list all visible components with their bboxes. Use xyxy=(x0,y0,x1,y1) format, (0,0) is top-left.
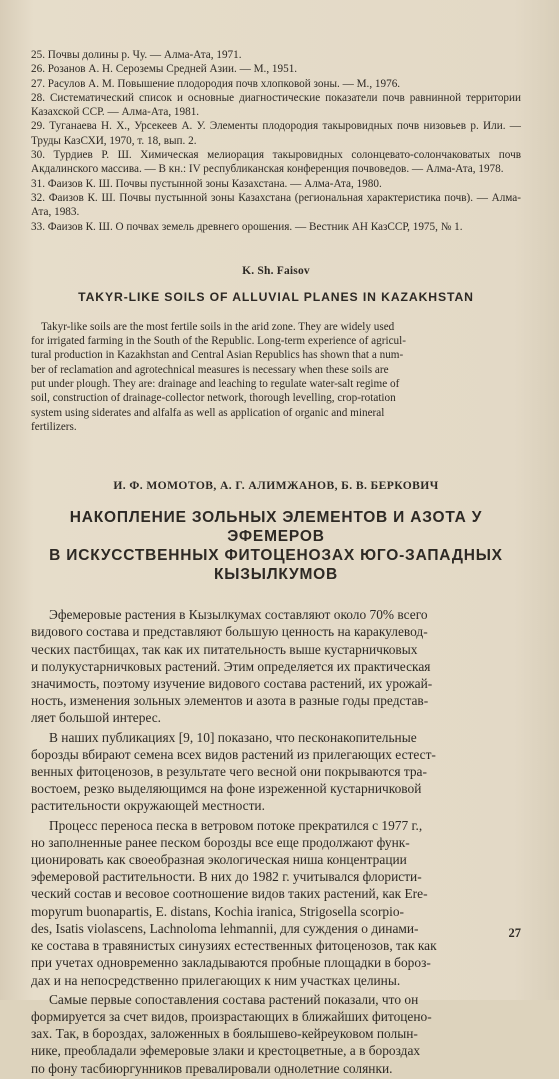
reference-item: 25. Почвы долины р. Чу. — Алма-Ата, 1971. xyxy=(31,49,242,61)
body-line: дах и на непосредственно прилегающих к ним участках целины. xyxy=(31,972,401,988)
body-line: des, Isatis violascens, Lachnoloma lehmannii, для суждения о динами- xyxy=(31,920,419,936)
english-abstract xyxy=(31,320,521,434)
body-line: Процесс переноса песка в ветровом потоке прекратился с 1977 г., xyxy=(49,817,423,833)
title-line: В ИСКУССТВЕННЫХ ФИТОЦЕНОЗАХ ЮГО-ЗАПАДНЫХ xyxy=(49,547,503,565)
reference-item: 33. Фаизов К. Ш. О почвах земель древнего орошения. — Вестник АН КазССР, 1975, № 1. xyxy=(31,220,463,233)
body-line: и полукустарничковых растений. Этим определяется их практическая xyxy=(31,658,431,674)
body-line: В наших публикациях [9, 10] показано, что песконакопительные xyxy=(49,729,417,745)
abstract-line: ber of reclamation and agrotechnical measures is necessary when these soils are xyxy=(31,363,389,376)
reference-list xyxy=(31,48,521,234)
body-line: растительности окружающей местности. xyxy=(31,798,265,814)
body-line: нике, преобладали эфемеровые злаки и крестоцветные, а в бороздах xyxy=(31,1043,421,1059)
body-line: ческий состав и весовое соотношение видов таких растений, как Ere- xyxy=(31,886,428,902)
body-line: ность, изменения зольных элементов и азота в разные годы представ- xyxy=(31,693,429,709)
article-authors: И. Ф. МОМОТОВ, А. Г. АЛИМЖАНОВ, Б. В. БЕРКОВИЧ xyxy=(113,479,439,493)
body-line: ляет большой интерес. xyxy=(31,710,162,726)
body-line: формируется за счет видов, произрастающих в ближайших фитоцено- xyxy=(31,1008,432,1024)
reference-item: 30. Турдиев Р. Ш. Химическая мелиорация такыровидных солонцевато-солончаковатых почв Акдалинского массива. — В кн.: IV республиканская конференция почвоведов. — Алма-Ата, 1978. xyxy=(31,149,521,176)
body-line: при учетах одновременно закладываются пробные площадки в бороз- xyxy=(31,955,431,971)
abstract-line: for irrigated farming in the South of the Republic. Long-term experience of agricul- xyxy=(31,335,406,348)
abstract-line: soil, construction of drainage-collector network, thorough levelling, crop-rotation xyxy=(31,392,396,405)
body-line: востоем, резко выделяющимся на фоне изреженной кустарничковой xyxy=(31,781,422,797)
body-line: по фону тасбиюргунников превалировали однолетние солянки. xyxy=(31,1060,393,1076)
reference-item: 32. Фаизов К. Ш. Почвы пустынной зоны Казахстана (региональная характеристика почв). — Алма-Ата, 1983. xyxy=(31,191,521,219)
body-line: видового состава и представляют большую ценность на каракулевод- xyxy=(31,624,428,640)
body-line: зах. Так, в бороздах, заложенных в боялышево-кейреуковом полын- xyxy=(31,1026,418,1042)
article-body xyxy=(31,606,521,1076)
reference-item: 31. Фаизов К. Ш. Почвы пустынной зоны Казахстана. — Алма-Ата, 1980. xyxy=(31,177,382,190)
english-author: K. Sh. Faisov xyxy=(242,264,310,277)
body-line: ке состава в травянистых синузиях естественных фитоценозов, так как xyxy=(31,938,437,954)
body-paragraph xyxy=(31,817,521,989)
abstract-line: system using siderates and alfalfa as well as application of organic and mineral xyxy=(31,406,385,419)
reference-item: 28. Систематический список и основные диагностические показатели почв равнинной территории Казахской ССР. — Алма-Ата, 1981. xyxy=(31,91,521,119)
abstract-line: fertilizers. xyxy=(31,420,77,433)
body-line: Самые первые сопоставления состава растений показали, что он xyxy=(49,991,419,1007)
body-paragraph xyxy=(31,729,521,815)
article-title xyxy=(31,508,521,584)
body-line: значимость, поэтому изучение видового состава растений, их урожай- xyxy=(31,676,433,692)
body-paragraph xyxy=(31,991,521,1077)
body-line: mopyrum buonapartis, E. distans, Kochia iranica, Strigosella scorpio- xyxy=(31,903,404,919)
page-number: 27 xyxy=(508,926,521,940)
english-title: TAKYR-LIKE SOILS OF ALLUVIAL PLANES IN KAZAKHSTAN xyxy=(78,289,474,304)
abstract-line: put under plough. They are: drainage and leaching to regulate water-salt regime of xyxy=(31,378,400,391)
body-line: эфемеровой растительности. В них до 1982 г. учитывался флористи- xyxy=(31,869,422,885)
abstract-line: Takyr-like soils are the most fertile soils in the arid zone. They are widely used xyxy=(41,320,395,333)
title-line: КЫЗЫЛКУМОВ xyxy=(213,566,339,584)
body-line: Эфемеровые растения в Кызылкумах составляют около 70% всего xyxy=(49,607,428,623)
title-line: НАКОПЛЕНИЕ ЗОЛЬНЫХ ЭЛЕМЕНТОВ И АЗОТА У ЭФЕМЕРОВ xyxy=(69,509,483,546)
body-line: ционировать как своеобразная экологическая ниша концентрации xyxy=(31,852,407,868)
page-content xyxy=(31,48,521,1079)
body-paragraph xyxy=(31,606,521,726)
body-line: ческих пастбищах, так как их питательность выше кустарничковых xyxy=(31,641,418,657)
body-line: борозды вбирают семена всех видов растений из прилегающих естест- xyxy=(31,746,436,762)
body-line: венных фитоценозов, в результате чего весной они покрываются тра- xyxy=(31,764,427,780)
reference-item: 27. Расулов А. М. Повышение плодородия почв хлопковой зоны. — М., 1976. xyxy=(31,77,401,90)
reference-item: 29. Туганаева Н. Х., Урсекеев А. У. Элементы плодородия такыровидных почв низовьев р. Или. — Труды КазСХИ, 1970, т. 18, вып. 2. xyxy=(31,120,521,147)
abstract-line: tural production in Kazakhstan and Central Asian Republics has shown that a num- xyxy=(31,349,404,362)
reference-item: 26. Розанов А. Н. Сероземы Средней Азии. — М., 1951. xyxy=(31,63,298,76)
body-line: но заполненные ранее песком борозды все еще продолжают функ- xyxy=(31,834,410,850)
